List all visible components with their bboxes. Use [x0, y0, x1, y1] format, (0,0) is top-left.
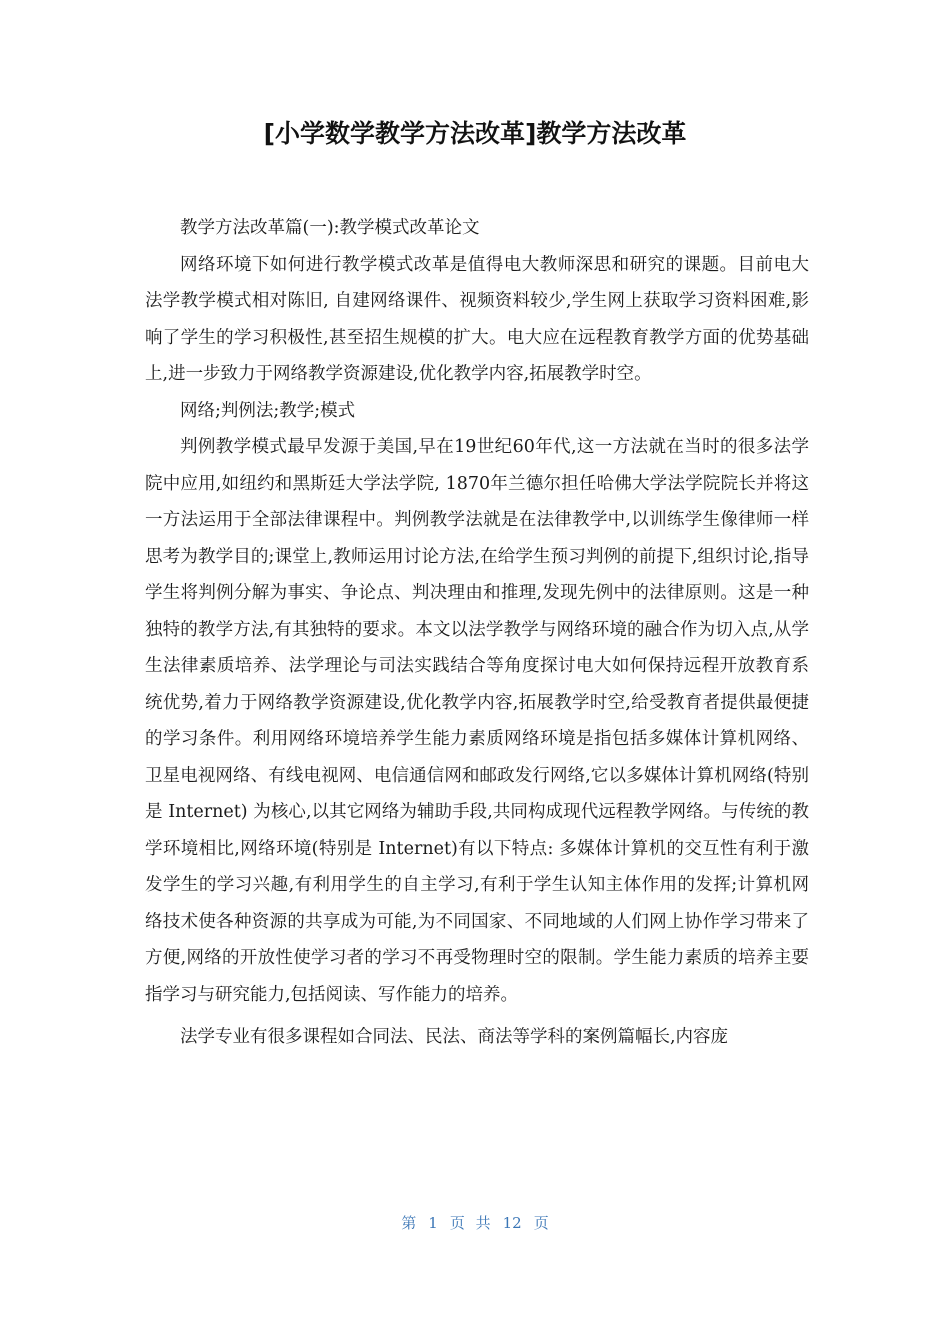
page-number-prefix: 第 — [401, 1214, 417, 1232]
page-number-total: 12 — [502, 1214, 522, 1232]
body-paragraph: 法学专业有很多课程如合同法、民法、商法等学科的案例篇幅长,内容庞 — [180, 1027, 729, 1047]
section-heading: 教学方法改革篇(一):教学模式改革论文 — [180, 218, 480, 238]
body-paragraph: 判例教学模式最早发源于美国,早在19世纪60年代,这一方法就在当时的很多法学院中应用,如纽约和黑斯廷大学法学院, 1870年兰德尔担任哈佛大学法学院院长并将这一方法运用于全部法律课程中。判例教学法就是在法律教学中,以训练学生像律师一样思考为教学目的;课堂上,教师运用讨论方法,在给学生预习判例的前提下,组织讨论,指导学生将判例分解为事实、争论点、判决理由和推理,发现先例中的法律原则。这是一种独特的教学方法,有其独特的要求。本文以法学教学与网络环境的融合作为切入点,从学生法律素质培养、法学理论与司法实践结合等角度探讨电大如何保持远程开放教育系统优势,着力于网络教学资源建设,优化教学内容,拓展教学时空,给受教育者提供最便捷的学习条件。利用网络环境培养学生能力素质网络环境是指包括多媒体计算机网络、卫星电视网络、有线电视网、电信通信网和邮政发行网络,它以多媒体计算机网络(特别是 Internet) 为核心,以其它网络为辅助手段,共同构成现代远程教学网络。与传统的教学环境相比,网络环境(特别是 Internet)有以下特点: 多媒体计算机的交互性有利于激发学生的学习兴趣,有利用学生的自主学习,有利于学生认知主体作用的发挥;计算机网络技术使各种资源的共享成为可能,为不同国家、不同地域的人们网上协作学习带来了方便,网络的开放性使学习者的学习不再受物理时空的限制。学生能力素质的培养主要指学习与研究能力,包括阅读、写作能力的培养。 — [145, 437, 809, 1005]
keywords-line: 网络;判例法;教学;模式 — [180, 400, 356, 421]
page-number-current: 1 — [428, 1214, 438, 1232]
abstract-paragraph: 网络环境下如何进行教学模式改革是值得电大教师深思和研究的课题。目前电大法学教学模式相对陈旧, 自建网络课件、视频资料较少,学生网上获取学习资料困难,影响了学生的学习积极性,甚至招生规模的扩大。电大应在远程教育教学方面的优势基础上,进一步致力于网络教学资源建设,优化教学内容,拓展教学时空。 — [145, 254, 809, 384]
document-title: [小学数学教学方法改革]教学方法改革 — [263, 119, 687, 148]
document-body — [145, 210, 809, 1056]
page-footer — [0, 1212, 950, 1234]
page-number-suffix: 页 — [533, 1214, 549, 1232]
page-number-middle: 页 共 — [449, 1214, 491, 1232]
